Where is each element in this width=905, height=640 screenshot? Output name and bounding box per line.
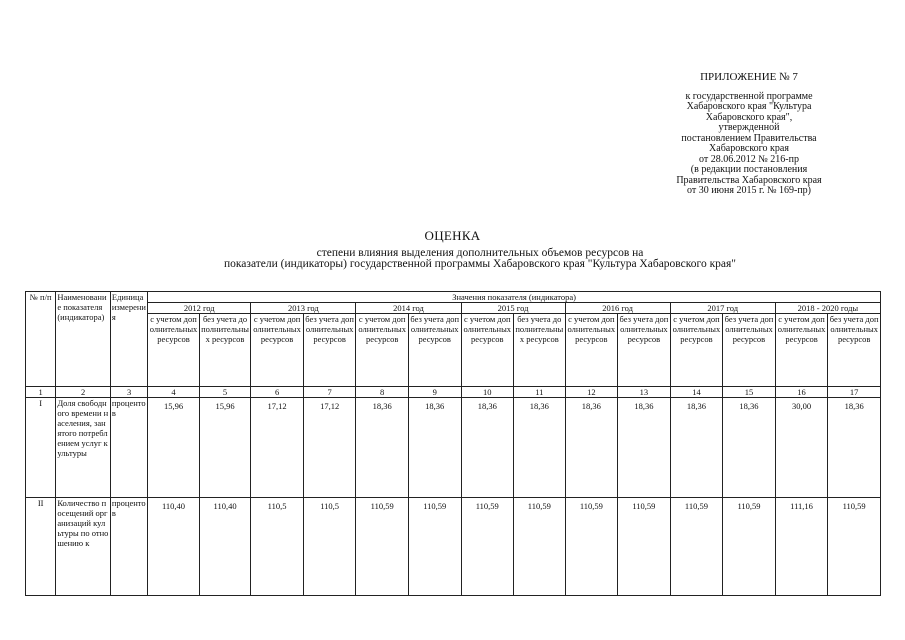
indicator-value: 110,59 [514, 498, 566, 596]
indicator-table [25, 291, 881, 596]
indicator-value: 110,40 [148, 498, 200, 596]
indicator-value: 110,59 [828, 498, 881, 596]
appendix-line: постановлением Правительства [681, 132, 817, 144]
indicator-value: 18,36 [670, 398, 723, 498]
year-header: 2013 год [251, 303, 356, 314]
with-resources-header: с учетом дополнительных ресурсов [251, 314, 304, 387]
table-row [26, 398, 881, 498]
indicator-value: 17,12 [303, 398, 356, 498]
year-header: 2012 год [148, 303, 251, 314]
document-title: ОЦЕНКА [424, 228, 481, 243]
without-resources-header: без учета дополнительных ресурсов [618, 314, 671, 387]
indicator-value: 110,40 [199, 498, 251, 596]
without-resources-header: без учета дополнительных ресурсов [303, 314, 356, 387]
appendix-line: Хабаровского края", [705, 111, 793, 123]
indicator-value: 18,36 [618, 398, 671, 498]
with-resources-header: с учетом дополнительных ресурсов [356, 314, 409, 387]
subtitle-line-1: степени влияния выделения дополнительных объемов ресурсов на [316, 247, 644, 259]
column-number: 6 [251, 387, 304, 398]
year-header: 2017 год [670, 303, 775, 314]
indicator-value: 18,36 [356, 398, 409, 498]
document-subtitle [0, 248, 905, 270]
year-header: 2014 год [356, 303, 461, 314]
indicator-value: 110,59 [723, 498, 776, 596]
column-number: 7 [303, 387, 356, 398]
column-number: 2 [56, 387, 111, 398]
indicator-value: 110,59 [461, 498, 514, 596]
indicator-value: 110,5 [303, 498, 356, 596]
table-row [26, 498, 881, 596]
indicator-value: 110,59 [618, 498, 671, 596]
indicator-value: 17,12 [251, 398, 304, 498]
indicator-value: 18,36 [408, 398, 461, 498]
column-number: 16 [775, 387, 828, 398]
subtitle-line-2: показатели (индикаторы) государственной программы Хабаровского края "Культура Хабаровского края" [223, 258, 736, 270]
column-number: 3 [110, 387, 147, 398]
without-resources-header: без учета дополнительных ресурсов [828, 314, 881, 387]
appendix-line: Хабаровского края "Культура [686, 101, 812, 112]
indicator-name: Количество посещений организаций культуры по отношению к [56, 498, 111, 596]
year-header: 2016 год [565, 303, 670, 314]
indicator-value: 110,5 [251, 498, 304, 596]
column-number: 12 [565, 387, 618, 398]
with-resources-header: с учетом дополнительных ресурсов [670, 314, 723, 387]
header-indicator-name: Наименование показателя (индикатора) [56, 292, 111, 387]
indicator-unit: процентов [110, 498, 147, 596]
year-header: 2018 - 2020 годы [775, 303, 880, 314]
header-number: № п/п [26, 292, 56, 387]
indicator-value: 111,16 [775, 498, 828, 596]
column-number: 5 [199, 387, 251, 398]
without-resources-header: без учета дополнительных ресурсов [199, 314, 251, 387]
indicator-value: 110,59 [408, 498, 461, 596]
appendix-line: Хабаровского края [709, 143, 789, 154]
column-number: 8 [356, 387, 409, 398]
column-number: 15 [723, 387, 776, 398]
without-resources-header: без учета дополнительных ресурсов [408, 314, 461, 387]
row-number: II [26, 498, 56, 596]
appendix-line: Правительства Хабаровского края [676, 174, 822, 186]
appendix-block [618, 72, 880, 197]
appendix-line: (в редакции постановления [690, 164, 808, 175]
appendix-line: к государственной программе [685, 90, 813, 102]
indicator-value: 18,36 [514, 398, 566, 498]
indicator-value: 15,96 [199, 398, 251, 498]
appendix-line: от 30 июня 2015 г. № 169-пр) [686, 185, 812, 196]
header-values: Значения показателя (индикатора) [148, 292, 881, 303]
header-unit: Единица измерения [110, 292, 147, 387]
column-number: 1 [26, 387, 56, 398]
indicator-value: 18,36 [565, 398, 618, 498]
indicator-value: 110,59 [356, 498, 409, 596]
column-number: 14 [670, 387, 723, 398]
indicator-value: 18,36 [723, 398, 776, 498]
column-number: 17 [828, 387, 881, 398]
indicator-value: 30,00 [775, 398, 828, 498]
appendix-line: утвержденной [718, 122, 780, 133]
row-number: I [26, 398, 56, 498]
column-number: 11 [514, 387, 566, 398]
indicator-value: 110,59 [565, 498, 618, 596]
indicator-unit: процентов [110, 398, 147, 498]
column-number: 4 [148, 387, 200, 398]
column-number: 10 [461, 387, 514, 398]
with-resources-header: с учетом дополнительных ресурсов [148, 314, 200, 387]
column-number: 13 [618, 387, 671, 398]
with-resources-header: с учетом дополнительных ресурсов [461, 314, 514, 387]
indicator-value: 110,59 [670, 498, 723, 596]
indicator-value: 18,36 [461, 398, 514, 498]
column-number: 9 [408, 387, 461, 398]
year-header: 2015 год [461, 303, 565, 314]
appendix-line: от 28.06.2012 № 216-пр [699, 153, 799, 165]
without-resources-header: без учета дополнительных ресурсов [723, 314, 776, 387]
indicator-value: 18,36 [828, 398, 881, 498]
without-resources-header: без учета дополнительных ресурсов [514, 314, 566, 387]
appendix-heading: ПРИЛОЖЕНИЕ № 7 [700, 71, 798, 83]
with-resources-header: с учетом дополнительных ресурсов [565, 314, 618, 387]
with-resources-header: с учетом дополнительных ресурсов [775, 314, 828, 387]
indicator-name: Доля свободного времени населения, занятого потреблением услуг культуры [56, 398, 111, 498]
indicator-value: 15,96 [148, 398, 200, 498]
